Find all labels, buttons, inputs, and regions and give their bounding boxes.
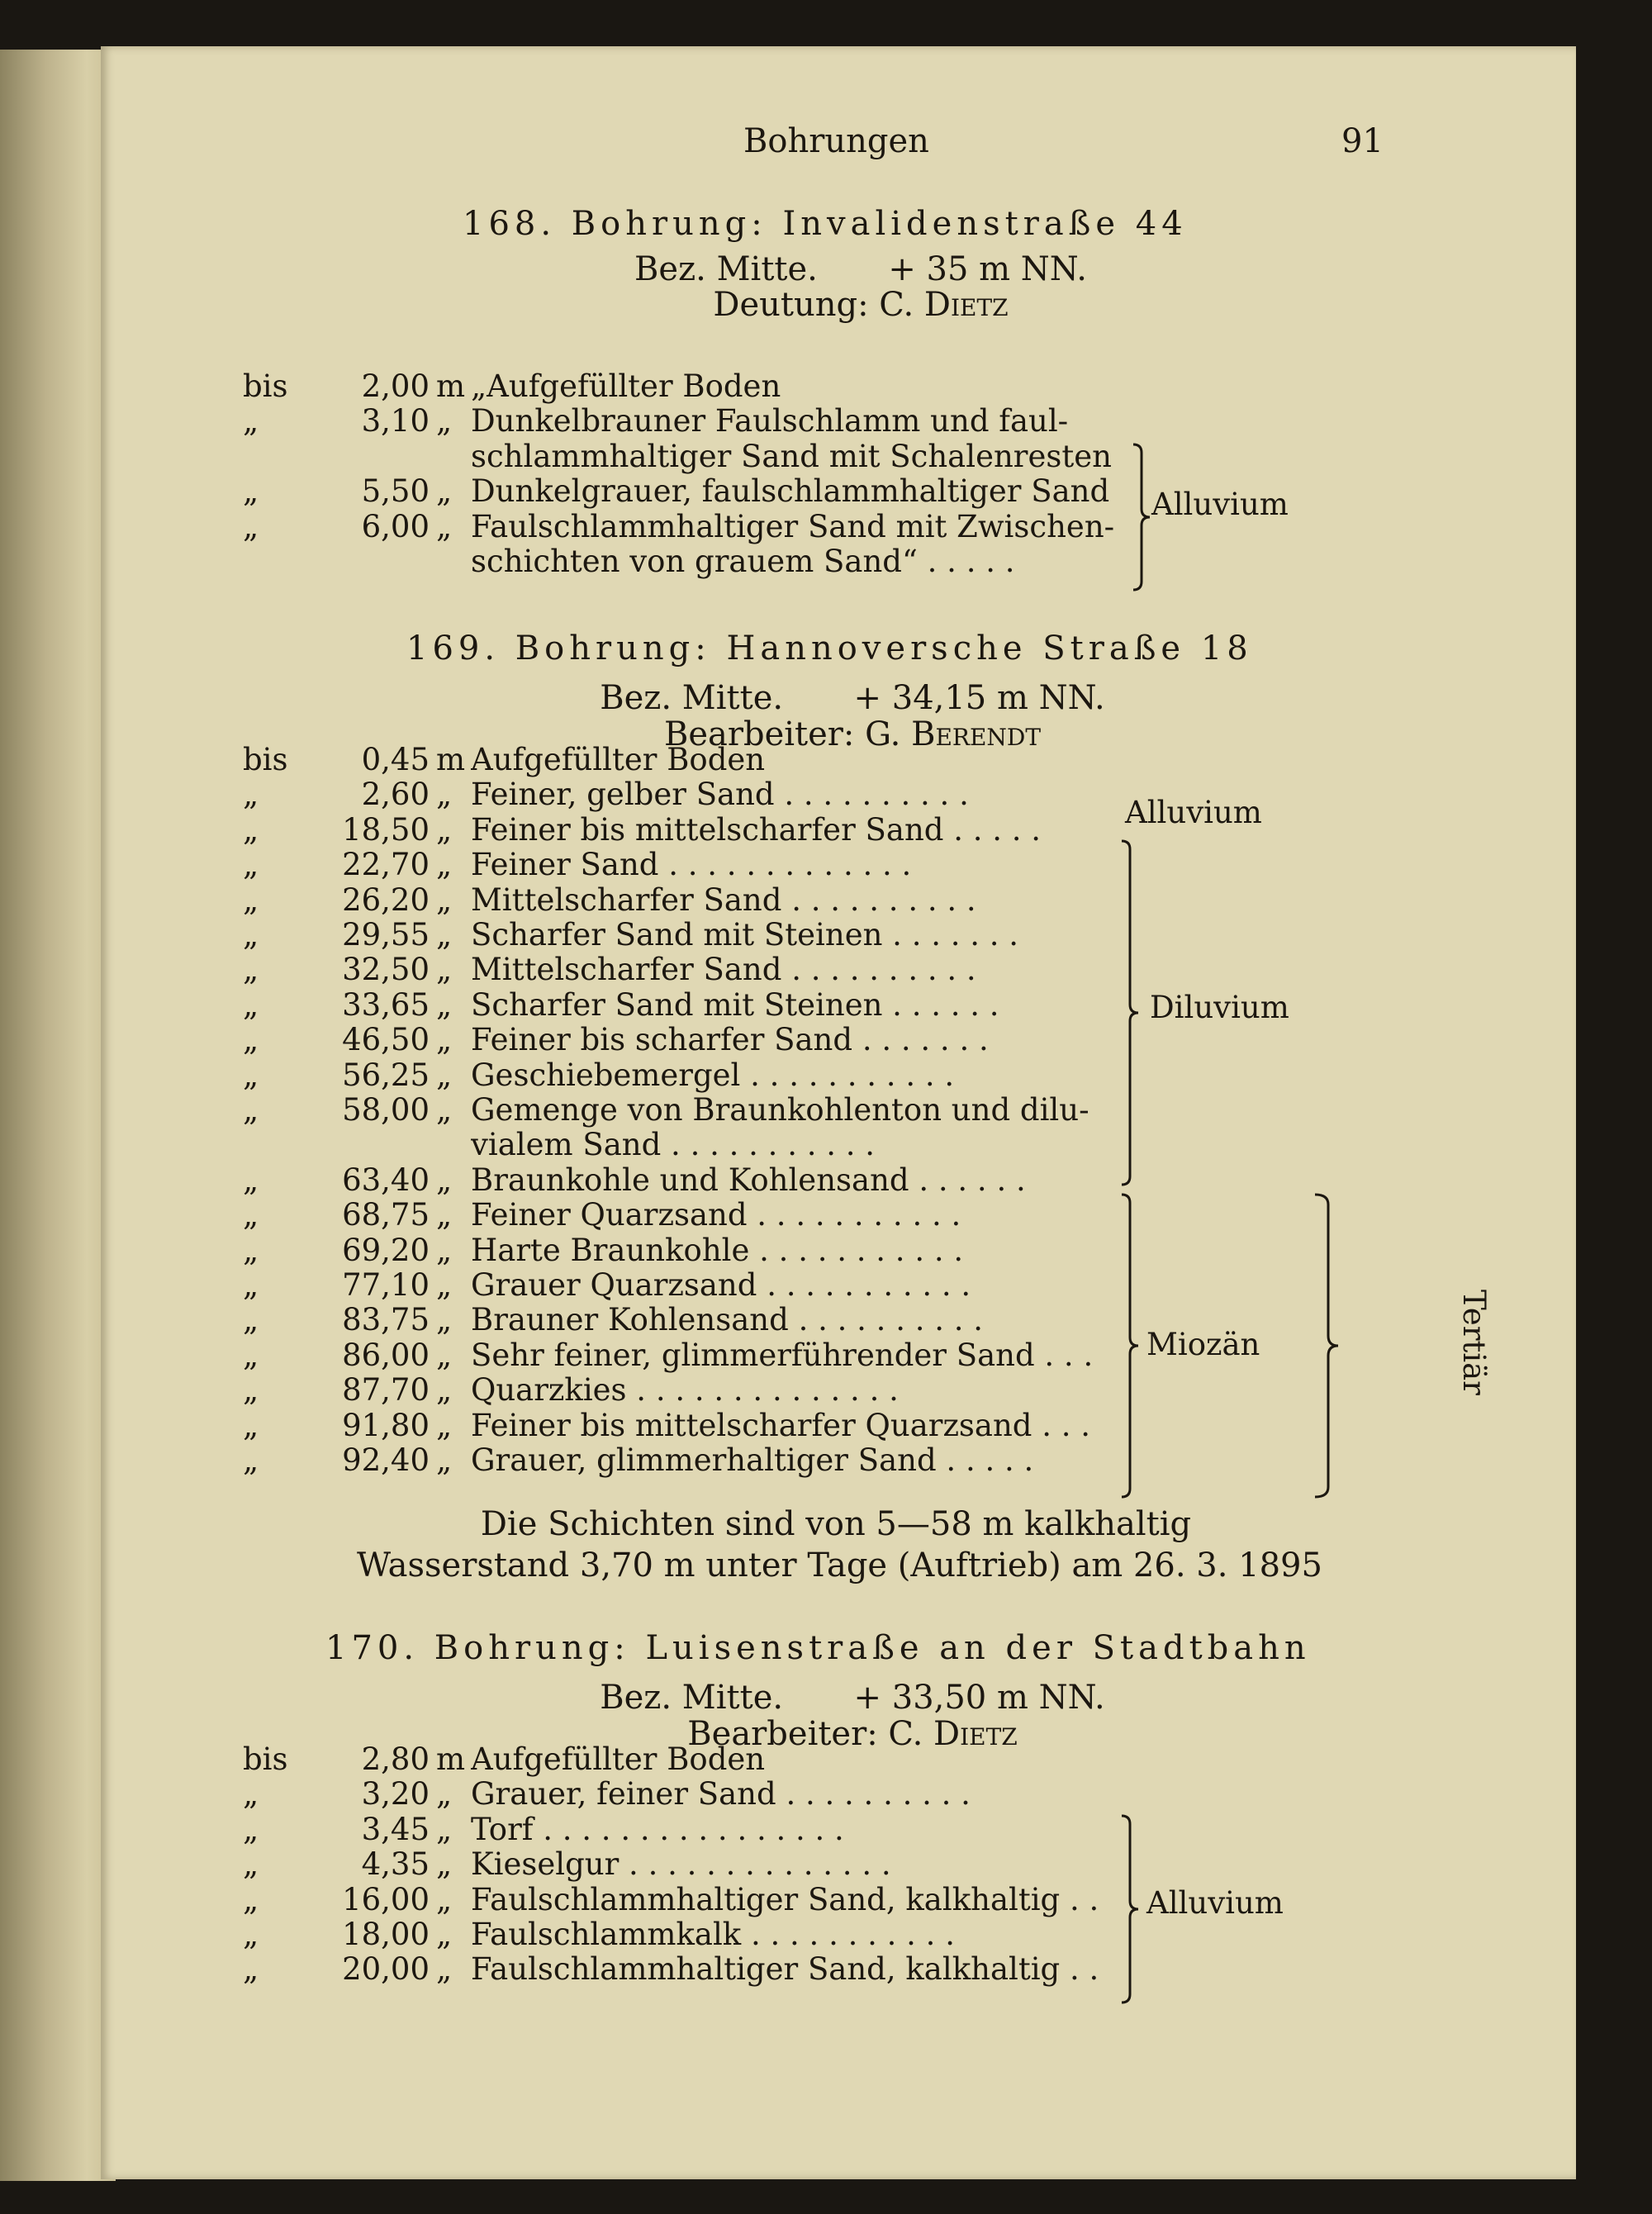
layer-unit: „ — [436, 1057, 453, 1093]
layer-unit: „ — [436, 1302, 453, 1338]
depth-prefix: „ — [243, 1197, 259, 1233]
layer-depth: 26,20 — [342, 881, 430, 918]
layer-depth: 69,20 — [342, 1232, 430, 1268]
layer-depth: 2,00 — [361, 368, 430, 404]
layer-description: Aufgefüllter Boden — [471, 1741, 766, 1777]
depth-prefix: „ — [243, 1407, 259, 1443]
depth-prefix: bis — [243, 1741, 288, 1777]
layer-description: Feiner Quarzsand . . . . . . . . . . . — [471, 1197, 961, 1233]
layer-description: Grauer, feiner Sand . . . . . . . . . . — [471, 1776, 971, 1813]
layer-description: Mittelscharfer Sand . . . . . . . . . . — [471, 881, 976, 918]
depth-prefix: „ — [243, 881, 259, 918]
group-label-alluvium: Alluvium — [1125, 795, 1262, 830]
layer-depth: 2,80 — [361, 1741, 430, 1777]
group-brace — [1118, 1193, 1143, 1499]
depth-prefix: „ — [243, 1302, 259, 1338]
boring-location: Bez. Mitte. — [634, 250, 818, 288]
layer-unit: „ — [436, 1337, 453, 1373]
layer-unit: „ — [436, 952, 453, 988]
layer-description: Dunkelgrauer, faulschlammhaltiger Sand — [471, 473, 1110, 510]
layer-depth: 83,75 — [342, 1302, 430, 1338]
layer-description: Faulschlammhaltiger Sand, kalkhaltig . . — [471, 1881, 1099, 1917]
layer-description: Faulschlammkalk . . . . . . . . . . . — [471, 1917, 955, 1952]
layer-unit: „ — [436, 1162, 453, 1198]
group-label-tertiaer: Tertiär — [1456, 1290, 1492, 1395]
boring-location: Bez. Mitte. — [600, 679, 784, 717]
depth-prefix: „ — [243, 508, 259, 544]
depth-prefix: bis — [243, 742, 288, 777]
layer-depth: 3,45 — [361, 1811, 430, 1847]
layer-unit: „ — [436, 986, 453, 1023]
layer-description: Faulschlammhaltiger Sand mit Zwischen- — [471, 508, 1115, 544]
layer-unit: „ — [436, 508, 453, 544]
layer-unit: „ — [436, 1407, 453, 1443]
layer-unit: „ — [436, 917, 453, 953]
credit-label: Bearbeiter: — [663, 715, 855, 753]
note-water-level: Wasserstand 3,70 m unter Tage (Auftrieb) am 26. 3. 1895 — [357, 1546, 1322, 1584]
depth-prefix: „ — [243, 1092, 259, 1128]
depth-prefix: „ — [243, 1232, 259, 1268]
layer-unit: „ — [436, 1881, 453, 1917]
depth-prefix: „ — [243, 1057, 259, 1093]
layer-description: Kieselgur . . . . . . . . . . . . . . — [471, 1846, 891, 1883]
layer-description: Feiner, gelber Sand . . . . . . . . . . — [471, 777, 969, 813]
layer-unit: „ — [436, 881, 453, 918]
boring-location: Bez. Mitte. — [600, 1679, 784, 1717]
layer-description: Gemenge von Braunkohlenton und dilu- — [471, 1092, 1089, 1128]
layer-description: Dunkelbrauner Faulschlamm und faul- — [471, 403, 1069, 439]
group-label-diluvium: Diluvium — [1150, 990, 1289, 1025]
layer-depth: 3,20 — [361, 1776, 430, 1813]
header-title: Bohrungen — [743, 122, 929, 160]
layer-unit: „ — [436, 1917, 453, 1952]
layer-unit: „ — [436, 1232, 453, 1268]
layer-description: Feiner bis mittelscharfer Quarzsand . . . — [471, 1407, 1091, 1443]
layer-depth: 5,50 — [361, 473, 430, 510]
layer-depth: 87,70 — [342, 1372, 430, 1409]
layer-description: Feiner bis scharfer Sand . . . . . . . — [471, 1022, 989, 1058]
credit-name: C. Dietz — [888, 1715, 1018, 1753]
layer-depth: 46,50 — [342, 1022, 430, 1058]
layer-unit: „ — [436, 1951, 453, 1988]
depth-prefix: bis — [243, 368, 288, 404]
layer-depth: 32,50 — [342, 952, 430, 988]
layer-description: Harte Braunkohle . . . . . . . . . . . — [471, 1232, 964, 1268]
group-label-alluvium: Alluvium — [1151, 487, 1289, 522]
layer-unit: „ — [436, 847, 453, 883]
note-calcareous: Die Schichten sind von 5—58 m kalkhaltig — [480, 1505, 1192, 1543]
layer-depth: 22,70 — [342, 847, 430, 883]
layer-depth: 68,75 — [342, 1197, 430, 1233]
depth-prefix: „ — [243, 952, 259, 988]
layer-depth: 16,00 — [342, 1881, 430, 1917]
layer-depth: 0,45 — [361, 742, 430, 777]
layer-unit: „ — [436, 473, 453, 510]
layer-description: Scharfer Sand mit Steinen . . . . . . — [471, 986, 999, 1023]
layer-description: Feiner Sand . . . . . . . . . . . . . — [471, 847, 912, 883]
layer-unit: „ — [436, 1811, 453, 1847]
layer-unit: „ — [436, 1776, 453, 1813]
depth-prefix: „ — [243, 811, 259, 848]
depth-prefix: „ — [243, 1337, 259, 1373]
layer-depth: 33,65 — [342, 986, 430, 1023]
depth-prefix: „ — [243, 1267, 259, 1303]
boring-height: + 34,15 m NN. — [853, 679, 1105, 717]
layer-unit: „ — [436, 1267, 453, 1303]
layer-depth: 77,10 — [342, 1267, 430, 1303]
layer-description: Quarzkies . . . . . . . . . . . . . . — [471, 1372, 899, 1409]
boring-title: 168. Bohrung: Invalidenstraße 44 — [463, 205, 1188, 243]
layer-description: Grauer Quarzsand . . . . . . . . . . . — [471, 1267, 971, 1303]
page-number: 91 — [1341, 122, 1384, 160]
layer-description: Geschiebemergel . . . . . . . . . . . — [471, 1057, 955, 1093]
credit-label: Deutung: — [713, 286, 869, 324]
layer-depth: 3,10 — [361, 403, 430, 439]
layer-unit: „ — [436, 1092, 453, 1128]
layer-description: Scharfer Sand mit Steinen . . . . . . . — [471, 917, 1019, 953]
layer-unit: m — [436, 742, 466, 777]
depth-prefix: „ — [243, 1881, 259, 1917]
layer-description: Feiner bis mittelscharfer Sand . . . . . — [471, 811, 1042, 848]
layer-depth: 18,50 — [342, 811, 430, 848]
depth-prefix: „ — [243, 1917, 259, 1952]
layer-unit: „ — [436, 1442, 453, 1478]
layer-unit: „ — [436, 1372, 453, 1409]
layer-description: schichten von grauem Sand“ . . . . . — [471, 544, 1015, 579]
boring-title: 170. Bohrung: Luisenstraße an der Stadtbahn — [325, 1629, 1311, 1667]
depth-prefix: „ — [243, 917, 259, 953]
layer-depth: 20,00 — [342, 1951, 430, 1988]
boring-location-line — [307, 1679, 1398, 1717]
group-brace — [1118, 839, 1143, 1186]
depth-prefix: „ — [243, 777, 259, 813]
layer-description: Braunkohle und Kohlensand . . . . . . — [471, 1162, 1026, 1198]
depth-prefix: „ — [243, 1372, 259, 1409]
depth-prefix: „ — [243, 1811, 259, 1847]
layer-unit: „ — [436, 811, 453, 848]
layer-description: Faulschlammhaltiger Sand, kalkhaltig . . — [471, 1951, 1099, 1988]
boring-height: + 35 m NN. — [888, 250, 1087, 288]
depth-prefix: „ — [243, 1776, 259, 1813]
layer-description: vialem Sand . . . . . . . . . . . — [471, 1127, 876, 1163]
layer-depth: 86,00 — [342, 1337, 430, 1373]
layer-depth: 6,00 — [361, 508, 430, 544]
credit-label: Bearbeiter: — [687, 1715, 878, 1753]
layer-unit: m — [436, 1741, 466, 1777]
layer-unit: „ — [436, 777, 453, 813]
layer-depth: 92,40 — [342, 1442, 430, 1478]
layer-depth: 2,60 — [361, 777, 430, 813]
layer-depth: 58,00 — [342, 1092, 430, 1128]
layer-description: Grauer, glimmerhaltiger Sand . . . . . — [471, 1442, 1034, 1478]
depth-prefix: „ — [243, 1022, 259, 1058]
layer-unit: „ — [436, 1022, 453, 1058]
layer-unit: „ — [436, 403, 453, 439]
group-label-alluvium: Alluvium — [1146, 1885, 1284, 1921]
group-brace — [1118, 1814, 1143, 2004]
layer-description: „Aufgefüllter Boden — [471, 368, 781, 404]
depth-prefix: „ — [243, 986, 259, 1023]
depth-prefix: „ — [243, 1846, 259, 1883]
boring-title: 169. Bohrung: Hannoversche Straße 18 — [406, 630, 1253, 668]
depth-prefix: „ — [243, 1162, 259, 1198]
layer-depth: 56,25 — [342, 1057, 430, 1093]
layer-description: Sehr feiner, glimmerführender Sand . . . — [471, 1337, 1094, 1373]
layer-description: Brauner Kohlensand . . . . . . . . . . — [471, 1302, 984, 1338]
boring-location-line — [307, 679, 1398, 717]
layer-depth: 4,35 — [361, 1846, 430, 1883]
layer-depth: 29,55 — [342, 917, 430, 953]
layer-description: Mittelscharfer Sand . . . . . . . . . . — [471, 952, 976, 988]
credit-name: C. Dietz — [879, 286, 1009, 324]
boring-location-line — [316, 250, 1406, 288]
boring-height: + 33,50 m NN. — [853, 1679, 1105, 1717]
layer-depth: 63,40 — [342, 1162, 430, 1198]
depth-prefix: „ — [243, 473, 259, 510]
layer-depth: 91,80 — [342, 1407, 430, 1443]
page — [101, 46, 1576, 2179]
layer-depth: 18,00 — [342, 1917, 430, 1952]
credit-name: G. Berendt — [865, 715, 1042, 753]
depth-prefix: „ — [243, 1951, 259, 1988]
depth-prefix: „ — [243, 847, 259, 883]
book-spine — [0, 50, 116, 2181]
layer-description: Torf . . . . . . . . . . . . . . . . — [471, 1811, 844, 1847]
group-brace-right — [1312, 1193, 1341, 1499]
layer-description: Aufgefüllter Boden — [471, 742, 766, 777]
boring-credit-line — [316, 286, 1406, 324]
layer-unit: „ — [436, 1197, 453, 1233]
layer-description: schlammhaltiger Sand mit Schalenresten — [471, 438, 1112, 474]
layer-unit: „ — [436, 1846, 453, 1883]
depth-prefix: „ — [243, 1442, 259, 1478]
group-label-miozaen: Miozän — [1146, 1327, 1260, 1362]
depth-prefix: „ — [243, 403, 259, 439]
layer-unit: m — [436, 368, 466, 404]
